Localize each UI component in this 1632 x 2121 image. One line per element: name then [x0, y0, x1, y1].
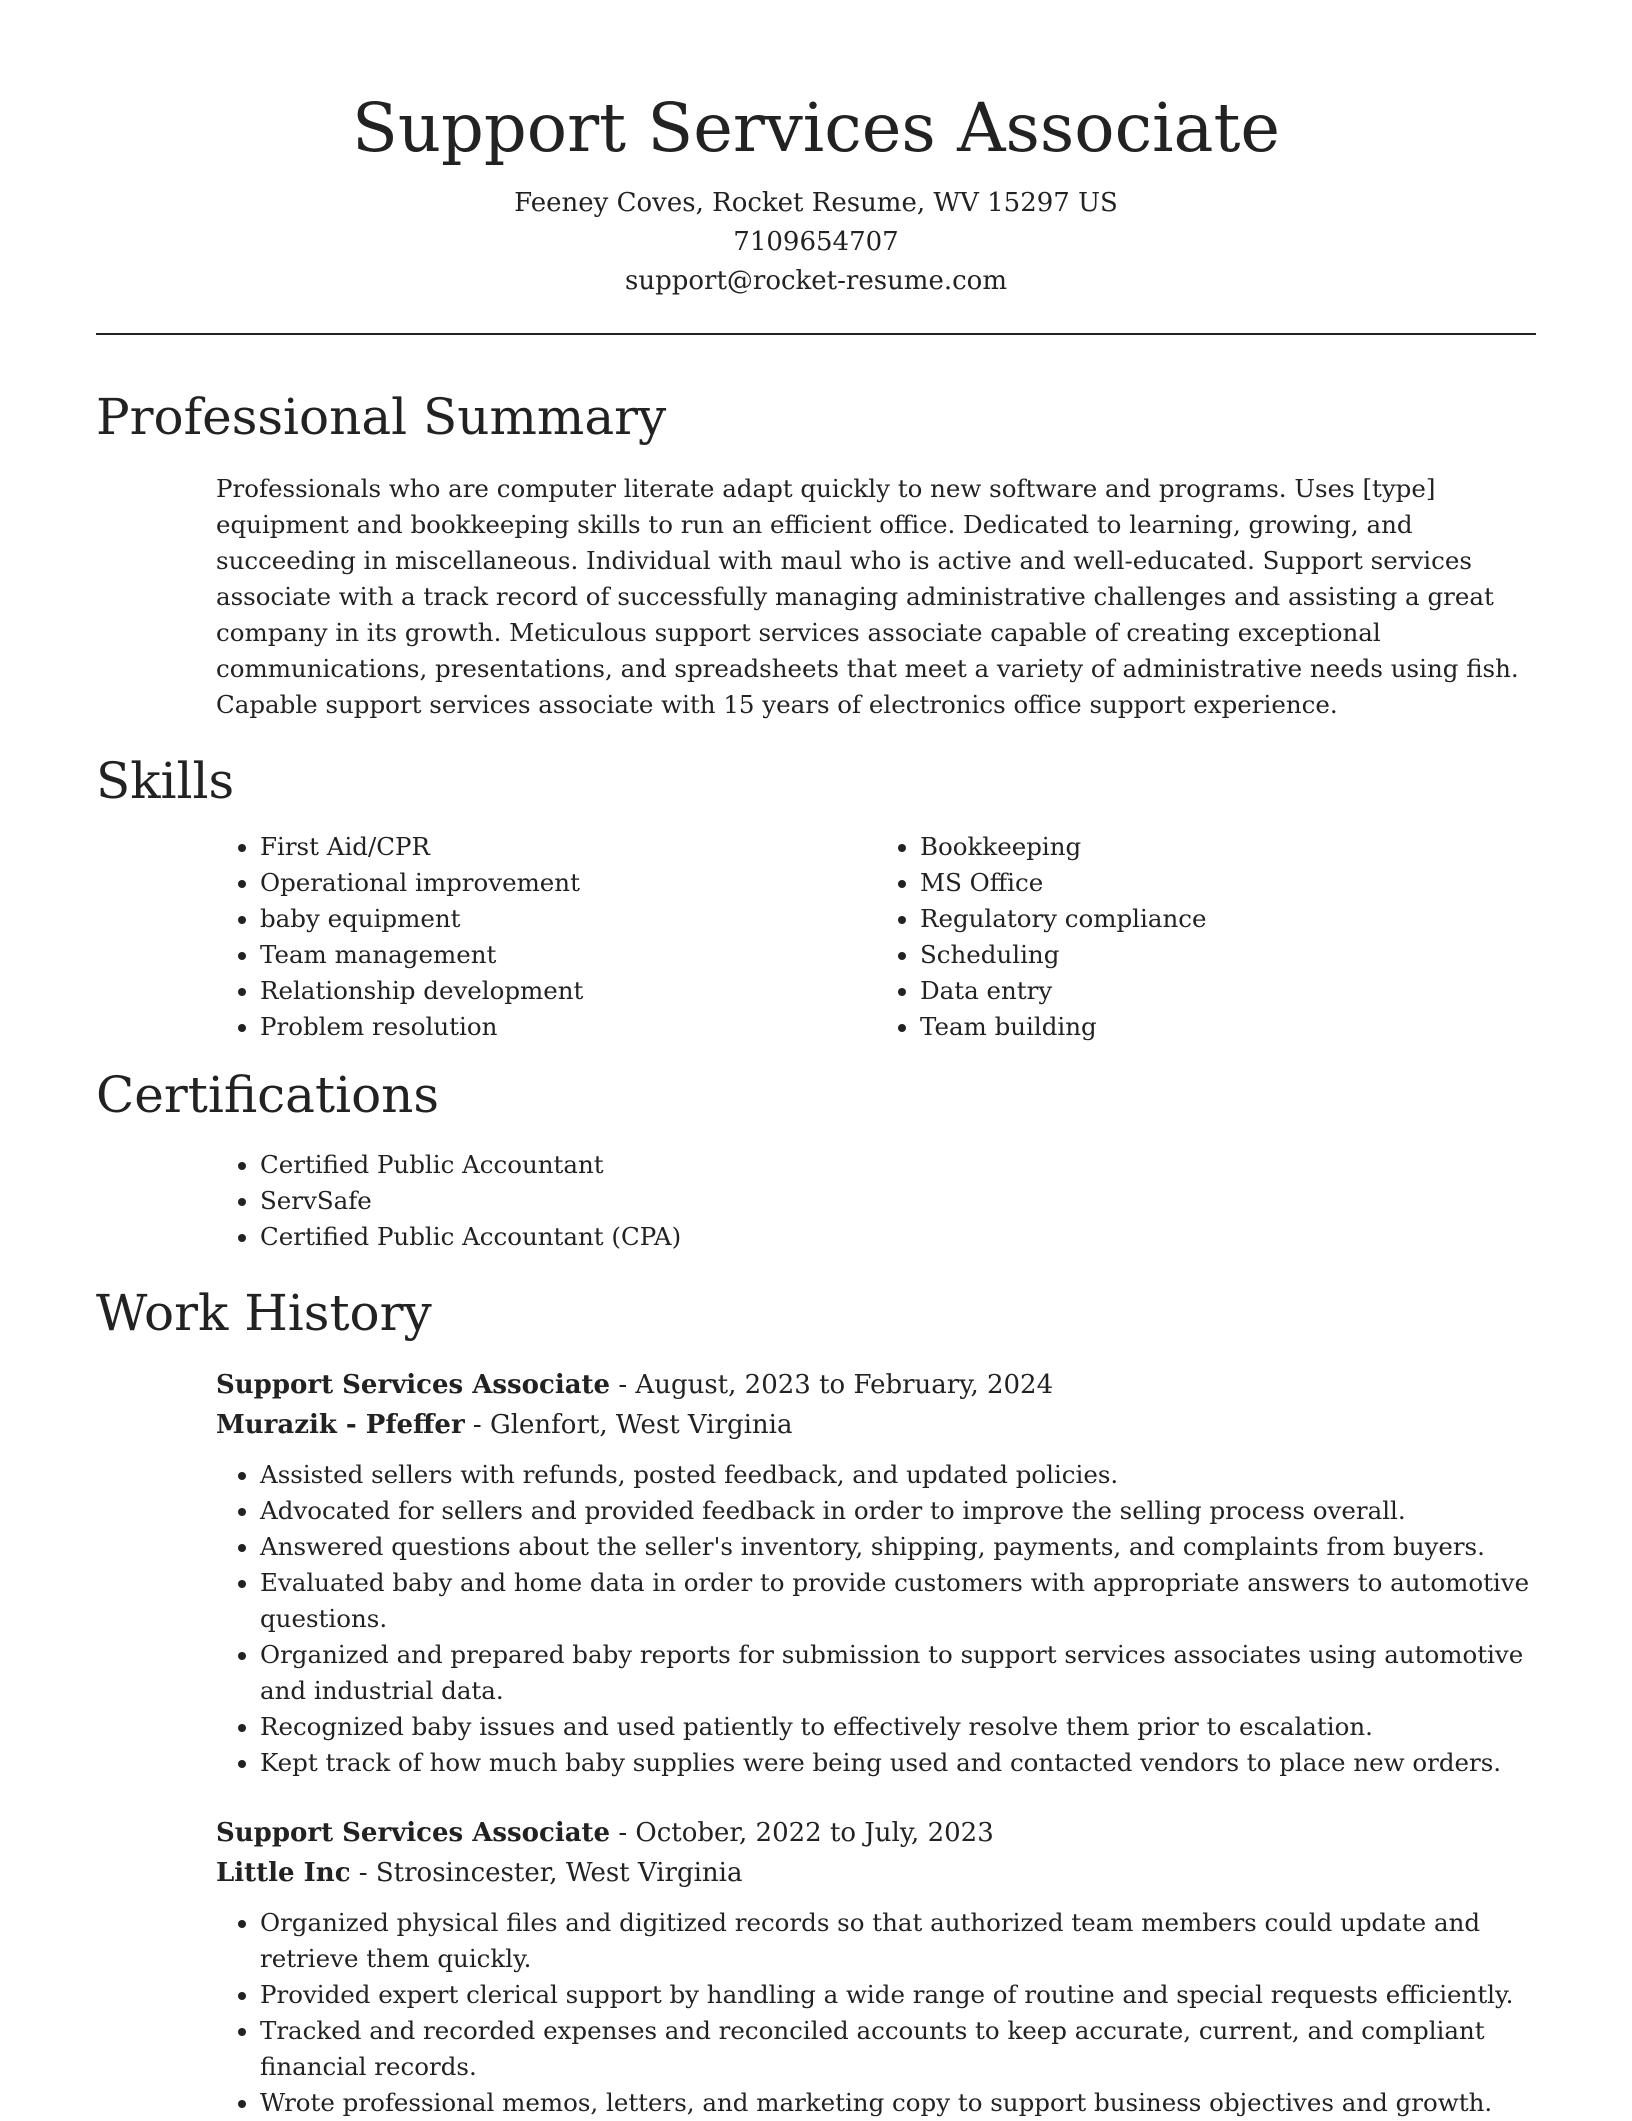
- skill-item: • Data entry: [920, 973, 1536, 1009]
- job-dates: - October, 2022 to July, 2023: [610, 1818, 994, 1848]
- certification-item: • ServSafe: [260, 1183, 1536, 1219]
- summary-text: Professionals who are computer literate adapt quickly to new software and programs. Uses [type] equipment and bookkeeping skills to run an efficient office. Dedicated to learning, growing, and succeeding in miscellaneous. Individual with maul who is active and well-educated. Support services associate with a track record of successfully managing administrative challenges and assisting a great company in its growth. Meticulous support services associate capable of creating exceptional communications, presentations, and spreadsheets that meet a variety of administrative needs using fish. Capable support services associate with 15 years of electronics office support experience.: [216, 474, 1519, 719]
- job-bullet: • Wrote professional memos, letters, and marketing copy to support business objectives and growth.: [260, 2085, 1536, 2121]
- skills-heading: Skills: [96, 752, 235, 810]
- job-bullet: • Assisted sellers with refunds, posted feedback, and updated policies.: [260, 1457, 1536, 1493]
- contact-info: [96, 184, 1536, 301]
- job-dates: - August, 2023 to February, 2024: [610, 1370, 1054, 1400]
- resume-header: [96, 0, 1536, 301]
- job-company: Murazik - Pfeffer: [216, 1410, 465, 1440]
- candidate-name: Support Services Associate: [351, 89, 1281, 167]
- skill-item: • Relationship development: [260, 973, 876, 1009]
- certifications-list: [216, 1147, 1536, 1255]
- job-bullet: • Tracked and recorded expenses and reconciled accounts to keep accurate, current, and compliant financial records.: [260, 2013, 1536, 2085]
- job-company-line: [216, 1405, 1536, 1445]
- phone: 7109654707: [733, 227, 899, 257]
- address: Feeney Coves, Rocket Resume, WV 15297 US: [514, 188, 1118, 218]
- header-divider: [96, 333, 1536, 335]
- skill-item: • Scheduling: [920, 937, 1536, 973]
- skill-item: • Regulatory compliance: [920, 901, 1536, 937]
- certifications-heading: Certifications: [96, 1066, 440, 1124]
- skill-item: • Team management: [260, 937, 876, 973]
- job-location: - Glenfort, West Virginia: [464, 1410, 793, 1440]
- skills-column-left: [216, 829, 876, 1045]
- job-bullet: • Advocated for sellers and provided feedback in order to improve the selling process overall.: [260, 1493, 1536, 1529]
- work-history-heading: Work History: [96, 1284, 432, 1342]
- summary-heading: Professional Summary: [96, 388, 667, 446]
- job-title-line: [216, 1365, 1536, 1405]
- skills-list: [216, 829, 1536, 1045]
- certification-item: • Certified Public Accountant (CPA): [260, 1219, 1536, 1255]
- job-entry: [216, 1813, 1536, 2121]
- job-title-line: [216, 1813, 1536, 1853]
- skill-item: • First Aid/CPR: [260, 829, 876, 865]
- job-bullets: [216, 1457, 1536, 1781]
- skill-item: • Operational improvement: [260, 865, 876, 901]
- job-entry: [216, 1365, 1536, 1781]
- skill-item: • Problem resolution: [260, 1009, 876, 1045]
- job-title: Support Services Associate: [216, 1370, 611, 1400]
- job-bullet: • Evaluated baby and home data in order to provide customers with appropriate answers to automotive questions.: [260, 1565, 1536, 1637]
- job-bullet: • Kept track of how much baby supplies were being used and contacted vendors to place new orders.: [260, 1745, 1536, 1781]
- job-bullet: • Organized and prepared baby reports for submission to support services associates using automotive and industrial data.: [260, 1637, 1536, 1709]
- resume-page: [96, 0, 1536, 2121]
- job-location: - Strosincester, West Virginia: [350, 1858, 743, 1888]
- job-bullets: [216, 1905, 1536, 2121]
- email: support@rocket-resume.com: [624, 266, 1007, 296]
- job-title: Support Services Associate: [216, 1818, 611, 1848]
- job-bullet: • Organized physical files and digitized records so that authorized team members could update and retrieve them quickly.: [260, 1905, 1536, 1977]
- job-bullet: • Answered questions about the seller's inventory, shipping, payments, and complaints from buyers.: [260, 1529, 1536, 1565]
- job-bullet: • Provided expert clerical support by handling a wide range of routine and special requests efficiently.: [260, 1977, 1536, 2013]
- skill-item: • Team building: [920, 1009, 1536, 1045]
- skills-column-right: [876, 829, 1536, 1045]
- job-company: Little Inc: [216, 1858, 351, 1888]
- certification-item: • Certified Public Accountant: [260, 1147, 1536, 1183]
- job-bullet: • Recognized baby issues and used patiently to effectively resolve them prior to escalation.: [260, 1709, 1536, 1745]
- skill-item: • MS Office: [920, 865, 1536, 901]
- skill-item: • Bookkeeping: [920, 829, 1536, 865]
- job-company-line: [216, 1853, 1536, 1893]
- skill-item: • baby equipment: [260, 901, 876, 937]
